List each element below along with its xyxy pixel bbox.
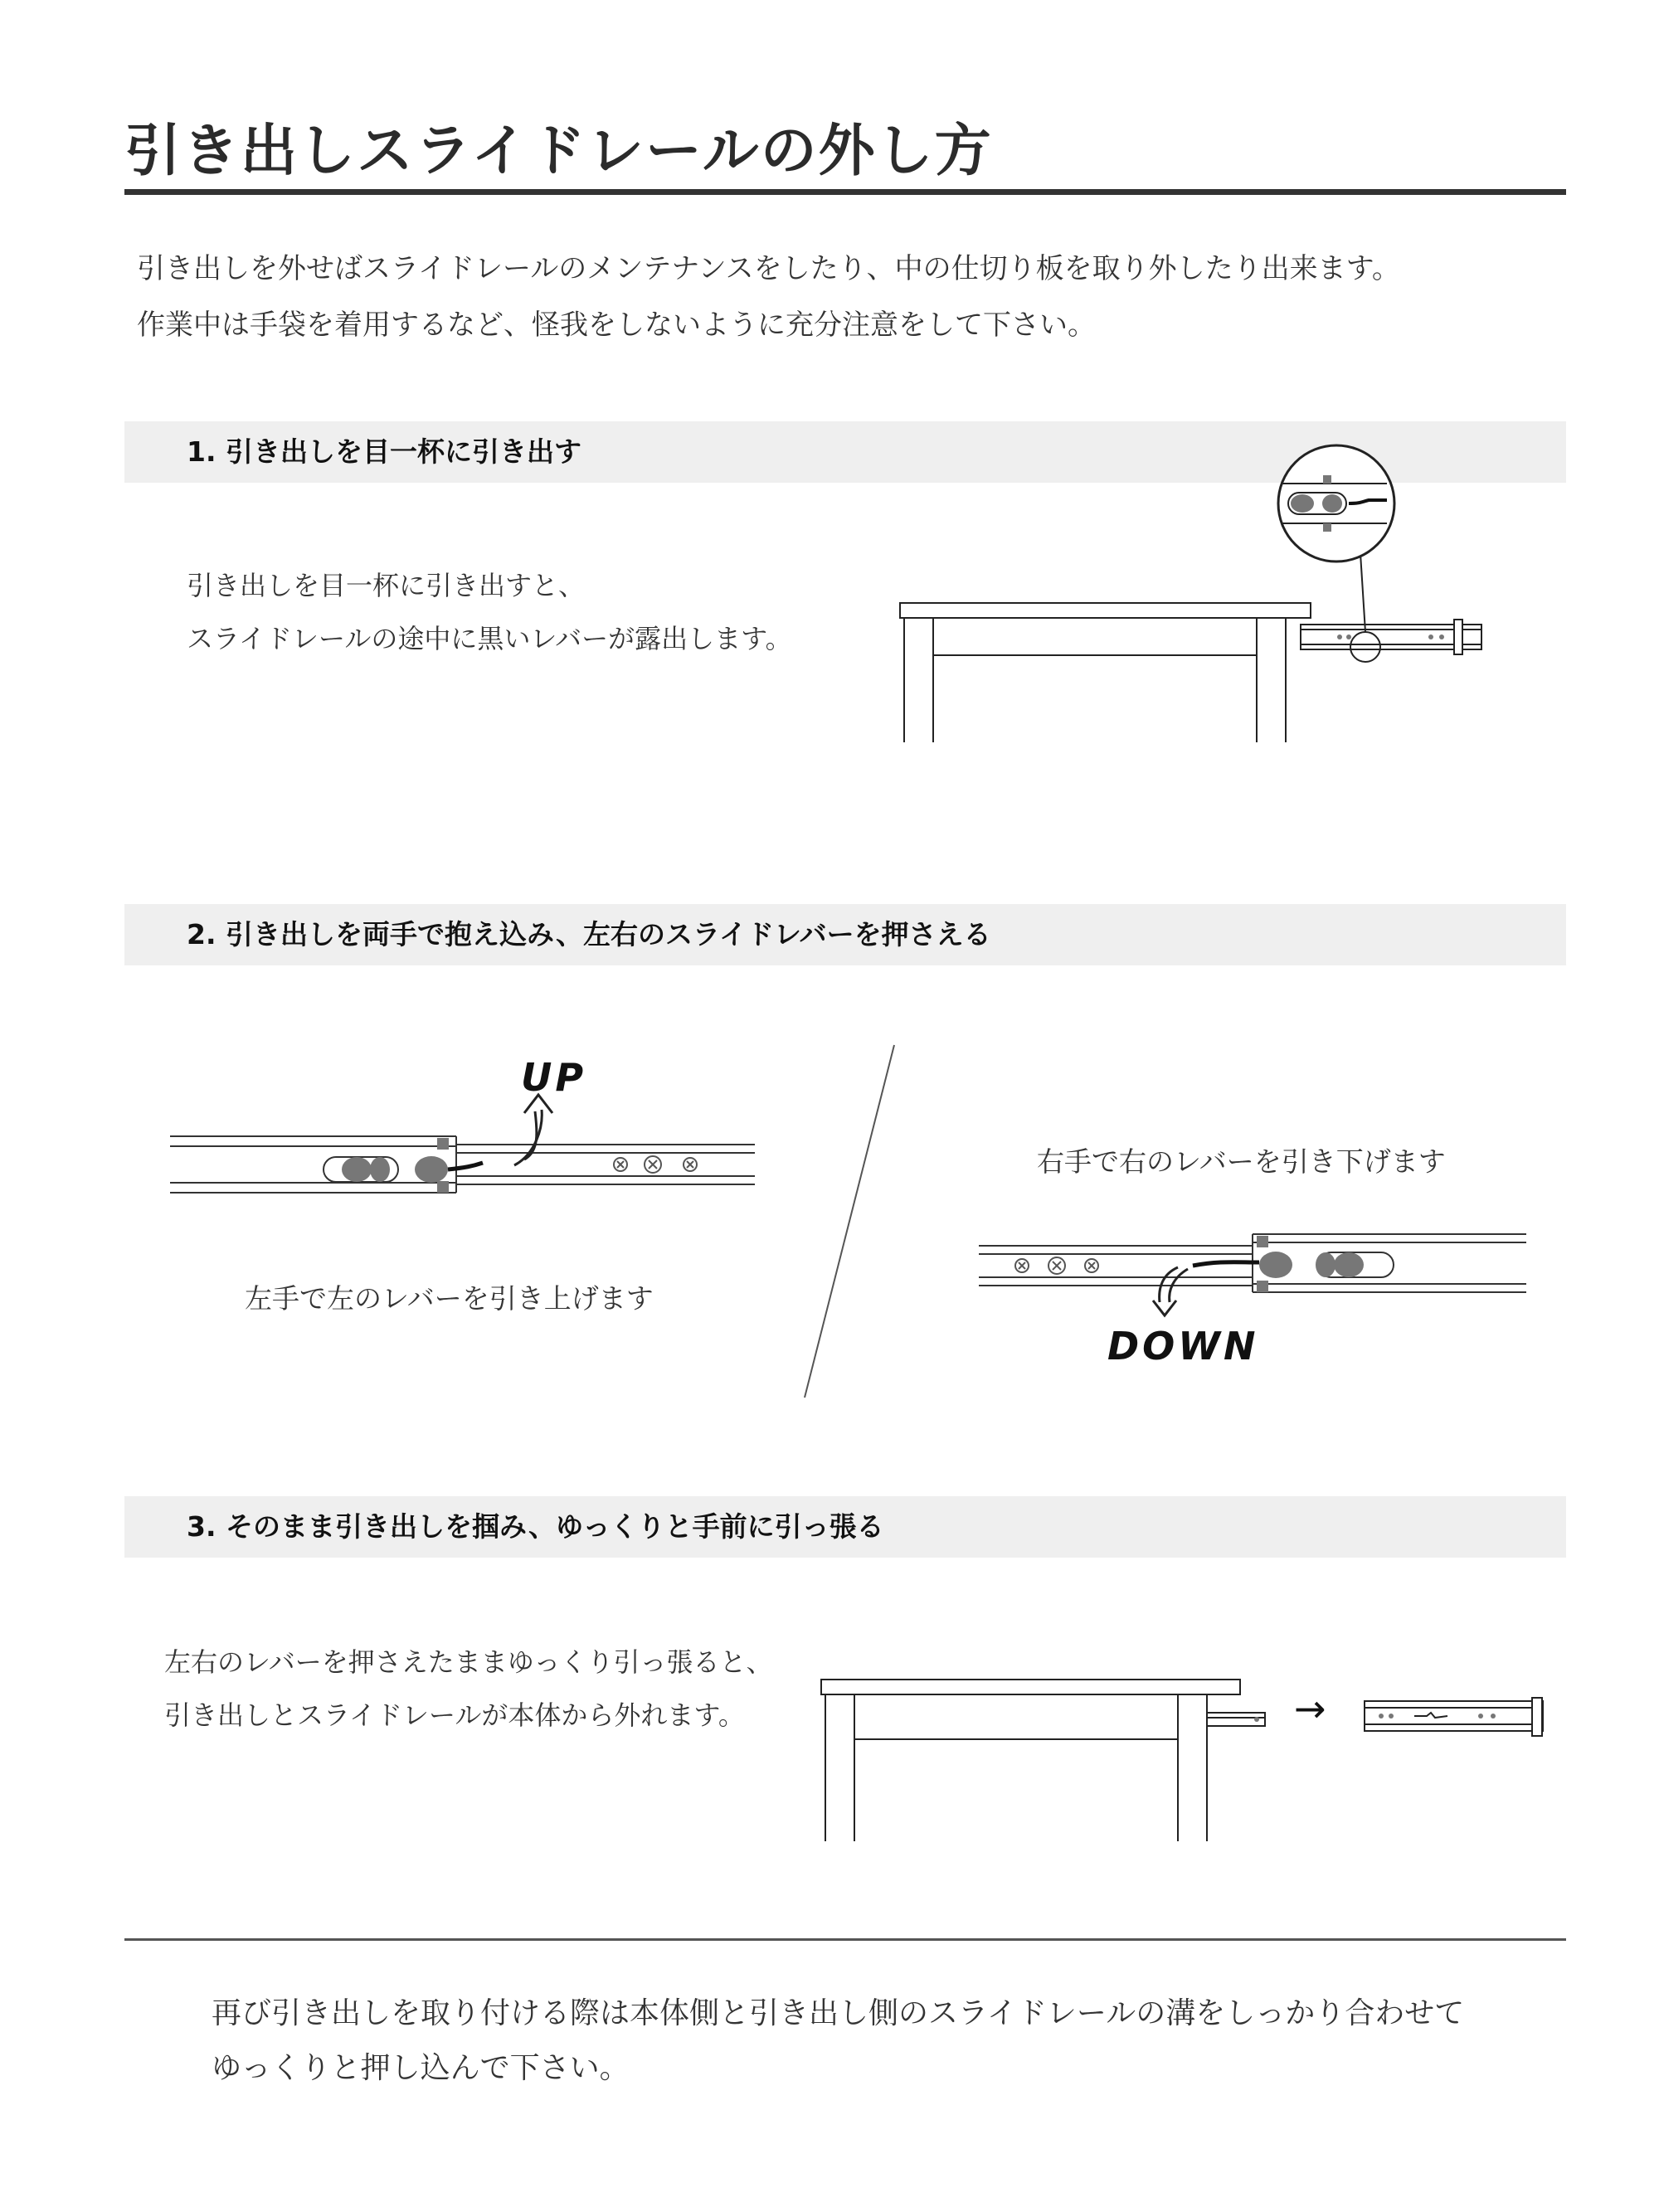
step-2-header xyxy=(124,904,1566,965)
step-1-text-line-2: スライドレールの途中に黒いレバーが露出します。 xyxy=(187,623,792,654)
step-2-left-caption: 左手で左のレバーを引き上げます xyxy=(245,1282,654,1315)
step-1-text-line-1: 引き出しを目一杯に引き出すと、 xyxy=(187,570,586,601)
intro-text xyxy=(137,241,1400,353)
step-2-heading: 2. 引き出しを両手で抱え込み、左右のスライドレバーを押さえる xyxy=(187,918,991,950)
title-underline xyxy=(124,189,1566,195)
down-label: DOWN xyxy=(1107,1324,1259,1369)
step-3-heading: 3. そのまま引き出しを掴み、ゆっくりと手前に引っ張る xyxy=(187,1510,884,1543)
page-title: 引き出しスライドレールの外し方 xyxy=(124,119,993,184)
step-3-text xyxy=(164,1636,772,1742)
footer-line-2: ゆっくりと押し込んで下さい。 xyxy=(212,2051,630,2085)
step-1-text xyxy=(187,559,792,665)
step-2-left-illustration xyxy=(166,1062,763,1228)
table-top xyxy=(900,603,1311,618)
footer-note xyxy=(212,1986,1464,2096)
step-2-right-illustration xyxy=(971,1219,1551,1319)
table-top xyxy=(821,1680,1240,1694)
footer-divider xyxy=(124,1938,1566,1941)
step-2-divider xyxy=(796,1041,912,1406)
step-3-text-line-2: 引き出しとスライドレールが本体から外れます。 xyxy=(164,1699,745,1731)
step-1-heading: 1. 引き出しを目一杯に引き出す xyxy=(187,435,581,468)
step-3-text-line-1: 左右のレバーを押さえたままゆっくり引っ張ると、 xyxy=(164,1646,773,1678)
step-3-header xyxy=(124,1496,1566,1558)
footer-line-1: 再び引き出しを取り付ける際は本体側と引き出し側のスライドレールの溝をしっかり合わせて xyxy=(212,1996,1465,2030)
step-3-illustration xyxy=(817,1671,1568,1845)
intro-line-2: 作業中は手袋を着用するなど、怪我をしないように充分注意をして下さい。 xyxy=(137,309,1096,342)
step-1-illustration xyxy=(879,435,1493,751)
step-2-right-caption: 右手で右のレバーを引き下げます xyxy=(1037,1145,1446,1178)
intro-line-1: 引き出しを外せばスライドレールのメンテナンスをしたり、中の仕切り板を取り外したり出来ます。 xyxy=(137,252,1400,285)
up-label: UP xyxy=(521,1055,587,1100)
arrow-right-icon: → xyxy=(1294,1686,1326,1731)
